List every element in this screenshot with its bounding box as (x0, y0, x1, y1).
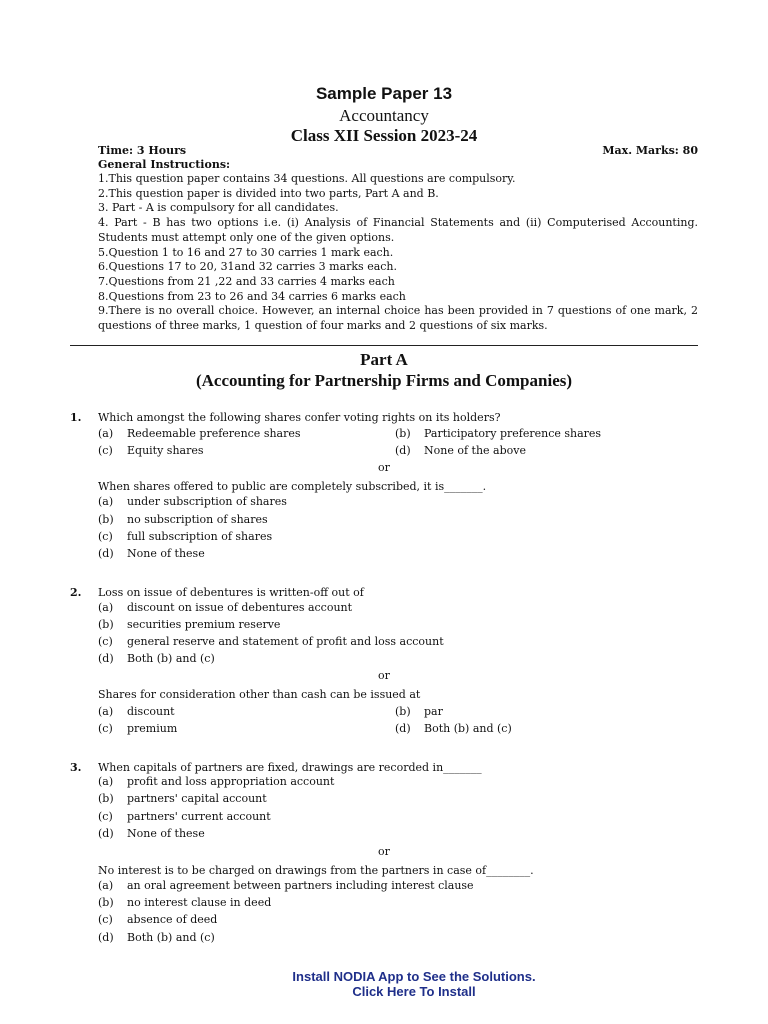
question-text: Which amongst the following shares confer voting rights on its holders? (98, 411, 501, 424)
option-text: full subscription of shares (127, 530, 273, 543)
option-text: no subscription of shares (127, 513, 268, 526)
click-to-install-link[interactable]: Click Here To Install (352, 984, 476, 999)
instructions-list (98, 172, 698, 334)
option-label: (d) (395, 722, 411, 735)
option-text: Equity shares (127, 444, 204, 457)
time-label: Time: 3 Hours (98, 144, 187, 157)
question-text: When capitals of partners are fixed, drawings are recorded in_______ (98, 761, 482, 774)
option-label: (b) (98, 513, 114, 526)
question-text: Loss on issue of debentures is written-off out of (98, 586, 364, 599)
section-divider (70, 345, 698, 346)
instruction-item: 9.There is no overall choice. However, an internal choice has been provided in 7 questions of one mark, 2 questions of three marks, 1 question of four marks and 2 questions of six marks. (98, 304, 698, 333)
option-label: (d) (98, 652, 114, 665)
option-label: (c) (98, 444, 113, 457)
option-label: (c) (98, 810, 113, 823)
paper-title: Sample Paper 13 (315, 84, 453, 103)
part-subtitle: (Accounting for Partnership Firms and Companies) (195, 371, 573, 390)
instruction-item: 4. Part - B has two options i.e. (i) Analysis of Financial Statements and (ii) Computerised Accounting. Students must attempt only one of the given options. (98, 216, 698, 244)
option-label: (b) (98, 792, 114, 805)
alt-question-text (98, 688, 420, 701)
option-text: partners' current account (127, 810, 271, 823)
option-label: (b) (98, 896, 114, 909)
option-text: Participatory preference shares (424, 427, 602, 440)
install-app-link[interactable]: Install NODIA App to See the Solutions. (292, 969, 536, 984)
or-separator: or (378, 845, 390, 858)
alt-question-label: No interest is to be charged on drawings from the partners in case of________. (98, 864, 534, 877)
option-label: (b) (395, 427, 411, 440)
option-label: (b) (98, 618, 114, 631)
option-label: (c) (98, 635, 113, 648)
instruction-item: 3. Part - A is compulsory for all candidates. (98, 201, 339, 215)
option-text: Both (b) and (c) (127, 652, 215, 665)
option-label: (b) (395, 705, 411, 718)
instruction-item: 1.This question paper contains 34 questions. All questions are compulsory. (98, 172, 516, 185)
option-text: par (424, 705, 443, 718)
option-text: Both (b) and (c) (424, 722, 512, 735)
option-label: (a) (98, 601, 114, 614)
option-label: (a) (98, 879, 114, 892)
subject-title: Accountancy (339, 106, 429, 125)
alt-question-text (98, 480, 486, 493)
option-label: (a) (98, 427, 114, 440)
option-label: (d) (98, 547, 114, 560)
max-marks-label: Max. Marks: 80 (602, 144, 698, 157)
alt-question-label: Shares for consideration other than cash can be issued at (98, 688, 421, 701)
instruction-item: 6.Questions 17 to 20, 31and 32 carries 3 marks each. (98, 260, 397, 274)
option-label: (d) (395, 444, 411, 457)
option-label: (c) (98, 530, 113, 543)
class-session: Class XII Session 2023-24 (290, 126, 478, 145)
option-text: premium (127, 722, 178, 735)
question-number: 1. (70, 411, 82, 424)
option-text: None of these (127, 547, 205, 560)
instruction-item: 2.This question paper is divided into two parts, Part A and B. (98, 186, 439, 200)
general-instructions-heading: General Instructions: (98, 158, 231, 171)
option-label: (a) (98, 705, 114, 718)
option-text: absence of deed (127, 913, 218, 926)
option-text: None of these (127, 827, 205, 840)
or-separator: or (378, 669, 390, 682)
option-text: profit and loss appropriation account (127, 775, 335, 788)
option-text: an oral agreement between partners including interest clause (127, 879, 474, 892)
option-label: (d) (98, 827, 114, 840)
or-separator: or (378, 461, 390, 474)
option-label: (c) (98, 722, 113, 735)
option-label: (d) (98, 931, 114, 944)
question-number: 3. (70, 761, 82, 774)
option-text: Redeemable preference shares (127, 427, 301, 440)
option-label: (a) (98, 775, 114, 788)
alt-question-text (98, 864, 534, 877)
exam-meta (98, 144, 698, 157)
option-label: (a) (98, 495, 114, 508)
option-text: discount (127, 705, 175, 718)
option-text: None of the above (424, 444, 526, 457)
instruction-item: 8.Questions from 23 to 26 and 34 carries 6 marks each (98, 289, 406, 303)
part-title: Part A (360, 350, 408, 369)
option-text: Both (b) and (c) (127, 931, 215, 944)
instruction-item: 7.Questions from 21 ,22 and 33 carries 4 marks each (98, 274, 395, 288)
option-text: general reserve and statement of profit and loss account (127, 635, 444, 648)
question-number: 2. (70, 586, 82, 599)
option-text: no interest clause in deed (127, 896, 272, 909)
option-text: under subscription of shares (127, 495, 287, 508)
alt-question-label: When shares offered to public are completely subscribed, it is_______. (98, 480, 487, 493)
option-label: (c) (98, 913, 113, 926)
install-app-banner[interactable] (0, 969, 768, 999)
option-text: discount on issue of debentures account (127, 601, 353, 614)
option-text: partners' capital account (127, 792, 267, 805)
option-text: securities premium reserve (127, 618, 281, 631)
instruction-item: 5.Question 1 to 16 and 27 to 30 carries 1 mark each. (98, 245, 394, 259)
